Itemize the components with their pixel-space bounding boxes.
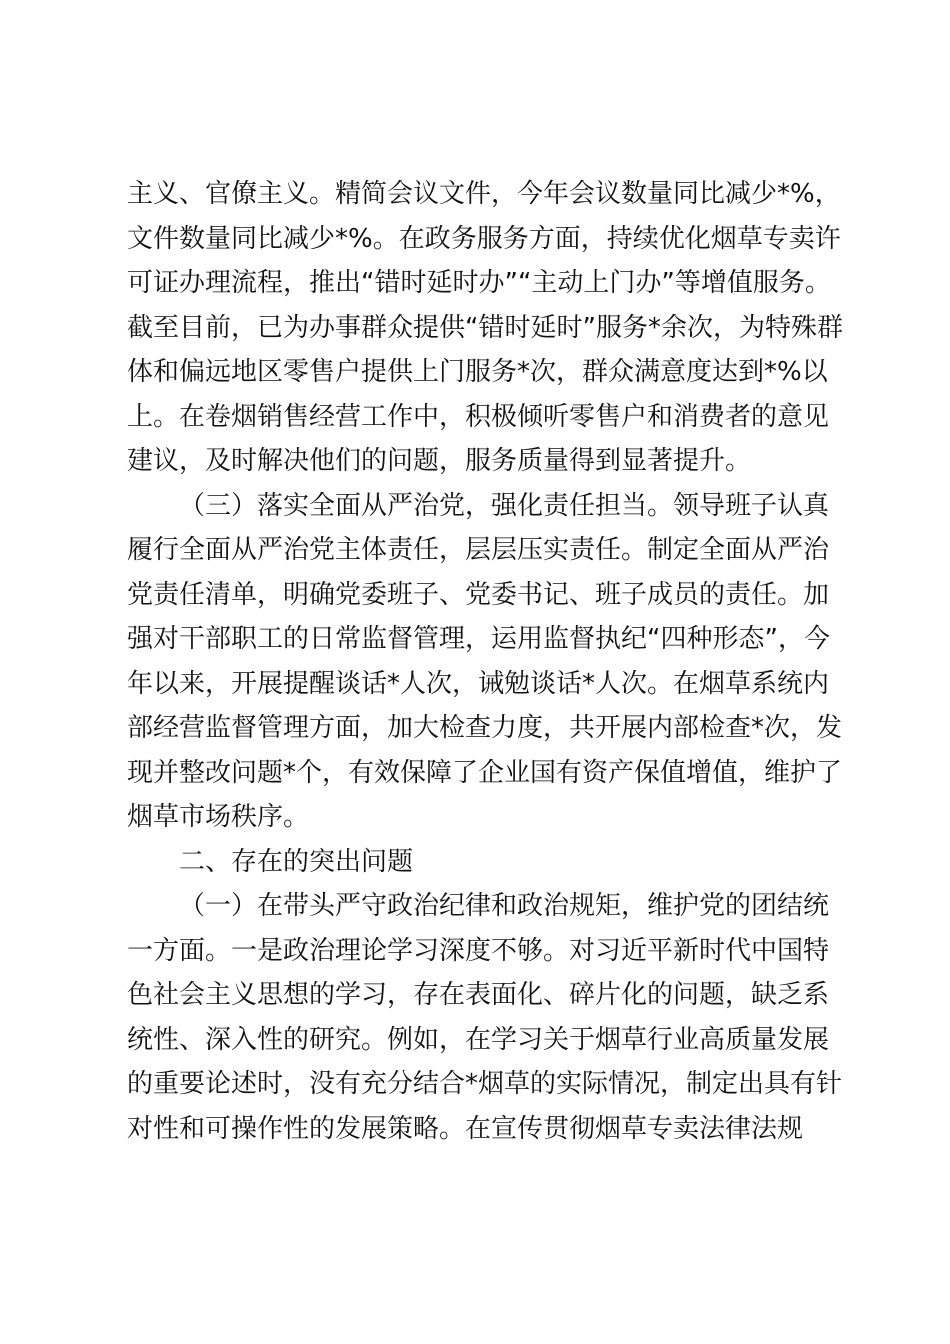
text-line: 现并整改问题*个，有效保障了企业国有资产保值增值，维护了 [127,757,843,788]
body-text [127,172,843,1151]
text-line: 统性、深入性的研究。例如，在学习关于烟草行业高质量发展 [127,1024,830,1055]
text-line: （三）落实全面从严治党，强化责任担当。领导班子认真 [179,490,830,521]
text-line: 上。在卷烟销售经营工作中，积极倾听零售户和消费者的意见 [127,401,830,432]
text-line: 党责任清单，明确党委班子、党委书记、班子成员的责任。加 [127,579,830,610]
text-line: （一）在带头严守政治纪律和政治规矩，维护党的团结统 [179,891,830,921]
text-line: 主义、官僚主义。精简会议文件，今年会议数量同比减少*%， [127,179,841,209]
text-line: 文件数量同比减少*%。在政务服务方面，持续优化烟草专卖许 [127,223,841,254]
text-line: 部经营监督管理方面，加大检查力度，共开展内部检查*次，发 [127,713,843,743]
text-line: 可证办理流程，推出“错时延时办”“主动上门办”等增值服务。 [127,268,831,298]
text-line: 体和偏远地区零售户提供上门服务*次，群众满意度达到*%以 [127,357,828,387]
text-line: 履行全面从严治党主体责任，层层压实责任。制定全面从严治 [127,535,830,565]
text-line: 对性和可操作性的发展策略。在宣传贯彻烟草专卖法律法规 [127,1113,804,1144]
text-line: 强对干部职工的日常监督管理，运用监督执纪“四种形态”，今 [127,624,830,654]
text-line: 的重要论述时，没有充分结合*烟草的实际情况，制定出具有针 [127,1069,843,1099]
text-line: 烟草市场秩序。 [127,802,310,832]
text-line: 截至目前，已为办事群众提供“错时延时”服务*余次，为特殊群 [127,312,843,343]
text-line: 年以来，开展提醒谈话*人次，诫勉谈话*人次。在烟草系统内 [127,668,830,699]
text-line: 一方面。一是政治理论学习深度不够。对习近平新时代中国特 [127,935,830,966]
text-line: 建议，及时解决他们的问题，服务质量得到显著提升。 [127,446,752,476]
text-line: 二、存在的突出问题 [179,846,414,877]
text-line: 色社会主义思想的学习，存在表面化、碎片化的问题，缺乏系 [127,980,830,1010]
